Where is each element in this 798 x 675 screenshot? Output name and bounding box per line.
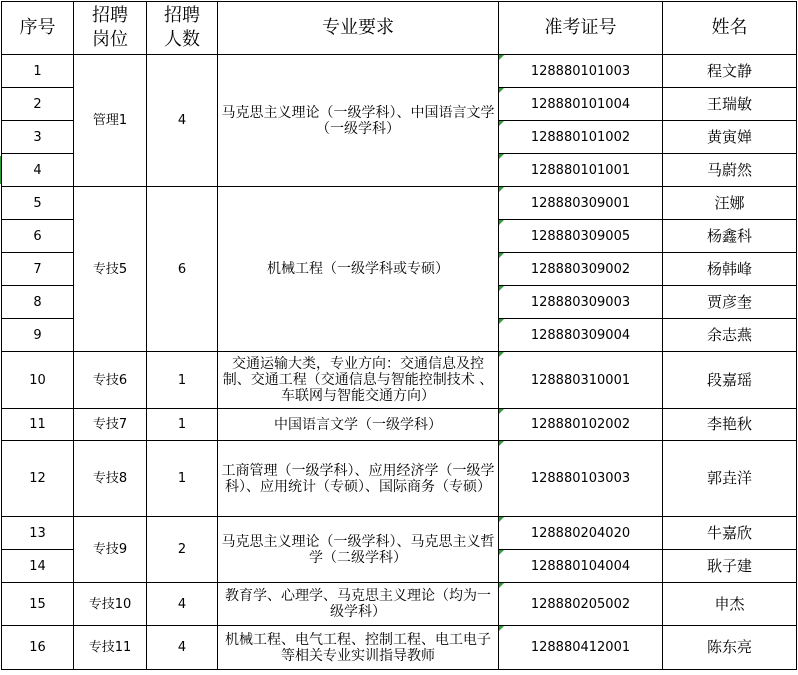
requirement-cell: 机械工程、电气工程、控制工程、电工电子等相关专业实训指导教师 — [218, 626, 499, 670]
post-cell: 专技11 — [74, 626, 147, 670]
seq-cell: 14 — [2, 550, 74, 583]
exam-no-cell: 128880101002 — [499, 121, 663, 154]
name-cell: 牛嘉欣 — [663, 517, 797, 550]
seq-cell: 12 — [2, 441, 74, 517]
header-name: 姓名 — [663, 2, 797, 55]
seq-cell: 5 — [2, 187, 74, 220]
name-cell: 杨韩峰 — [663, 253, 797, 286]
table-row — [2, 517, 797, 550]
count-cell: 4 — [147, 55, 218, 187]
seq-cell: 1 — [2, 55, 74, 88]
exam-no-cell: 128880101003 — [499, 55, 663, 88]
seq-cell: 9 — [2, 319, 74, 352]
post-cell: 专技9 — [74, 517, 147, 583]
name-cell: 李艳秋 — [663, 409, 797, 441]
table-row — [2, 441, 797, 517]
exam-no-cell: 128880104004 — [499, 550, 663, 583]
seq-cell: 8 — [2, 286, 74, 319]
requirement-cell: 工商管理（一级学科）、应用经济学（一级学科）、应用统计（专硕）、国际商务（专硕） — [218, 441, 499, 517]
exam-no-cell: 128880309004 — [499, 319, 663, 352]
seq-cell: 2 — [2, 88, 74, 121]
header-exam-no: 准考证号 — [499, 2, 663, 55]
name-cell: 郭垚洋 — [663, 441, 797, 517]
name-cell: 马蔚然 — [663, 154, 797, 187]
post-cell: 专技5 — [74, 187, 147, 352]
exam-no-cell: 128880101004 — [499, 88, 663, 121]
exam-no-cell: 128880309003 — [499, 286, 663, 319]
requirement-cell: 交通运输大类，专业方向：交通信息及控制、交通工程（交通信息与智能控制技术 、车联网与智能交通方向） — [218, 352, 499, 409]
table-row — [2, 55, 797, 88]
name-cell: 段嘉瑶 — [663, 352, 797, 409]
recruitment-table — [1, 1, 797, 670]
requirement-cell: 马克思主义理论（一级学科）、马克思主义哲学（二级学科） — [218, 517, 499, 583]
header-count: 招聘 人数 — [147, 2, 218, 55]
requirement-cell: 教育学、心理学、马克思主义理论（均为一级学科） — [218, 583, 499, 626]
table-row — [2, 352, 797, 409]
count-cell: 6 — [147, 187, 218, 352]
post-cell: 管理1 — [74, 55, 147, 187]
post-cell: 专技8 — [74, 441, 147, 517]
name-cell: 贾彦奎 — [663, 286, 797, 319]
name-cell: 余志燕 — [663, 319, 797, 352]
requirement-cell: 中国语言文学（一级学科） — [218, 409, 499, 441]
table-row — [2, 187, 797, 220]
exam-no-cell: 128880102002 — [499, 409, 663, 441]
exam-no-cell: 128880204020 — [499, 517, 663, 550]
table-row — [2, 409, 797, 441]
exam-no-cell: 128880309001 — [499, 187, 663, 220]
exam-no-cell: 128880309005 — [499, 220, 663, 253]
count-cell: 1 — [147, 409, 218, 441]
seq-cell: 15 — [2, 583, 74, 626]
seq-cell: 10 — [2, 352, 74, 409]
seq-cell: 13 — [2, 517, 74, 550]
table-row — [2, 626, 797, 670]
header-post: 招聘 岗位 — [74, 2, 147, 55]
header-requirement: 专业要求 — [218, 2, 499, 55]
name-cell: 程文静 — [663, 55, 797, 88]
name-cell: 汪娜 — [663, 187, 797, 220]
name-cell: 王瑞敏 — [663, 88, 797, 121]
name-cell: 申杰 — [663, 583, 797, 626]
exam-no-cell: 128880101001 — [499, 154, 663, 187]
seq-cell: 7 — [2, 253, 74, 286]
header-row — [2, 2, 797, 55]
count-cell: 4 — [147, 583, 218, 626]
post-cell: 专技10 — [74, 583, 147, 626]
post-cell: 专技7 — [74, 409, 147, 441]
exam-no-cell: 128880103003 — [499, 441, 663, 517]
exam-no-cell: 128880310001 — [499, 352, 663, 409]
post-cell: 专技6 — [74, 352, 147, 409]
count-cell: 1 — [147, 441, 218, 517]
seq-cell: 6 — [2, 220, 74, 253]
exam-no-cell: 128880412001 — [499, 626, 663, 670]
name-cell: 杨鑫科 — [663, 220, 797, 253]
table-row — [2, 583, 797, 626]
count-cell: 2 — [147, 517, 218, 583]
exam-no-cell: 128880205002 — [499, 583, 663, 626]
count-cell: 1 — [147, 352, 218, 409]
seq-cell: 4 — [2, 154, 74, 187]
name-cell: 陈东亮 — [663, 626, 797, 670]
count-cell: 4 — [147, 626, 218, 670]
requirement-cell: 机械工程（一级学科或专硕） — [218, 187, 499, 352]
header-seq: 序号 — [2, 2, 74, 55]
seq-cell: 16 — [2, 626, 74, 670]
requirement-cell: 马克思主义理论（一级学科）、中国语言文学（一级学科） — [218, 55, 499, 187]
name-cell: 耿子建 — [663, 550, 797, 583]
exam-no-cell: 128880309002 — [499, 253, 663, 286]
seq-cell: 3 — [2, 121, 74, 154]
seq-cell: 11 — [2, 409, 74, 441]
name-cell: 黄寅婵 — [663, 121, 797, 154]
